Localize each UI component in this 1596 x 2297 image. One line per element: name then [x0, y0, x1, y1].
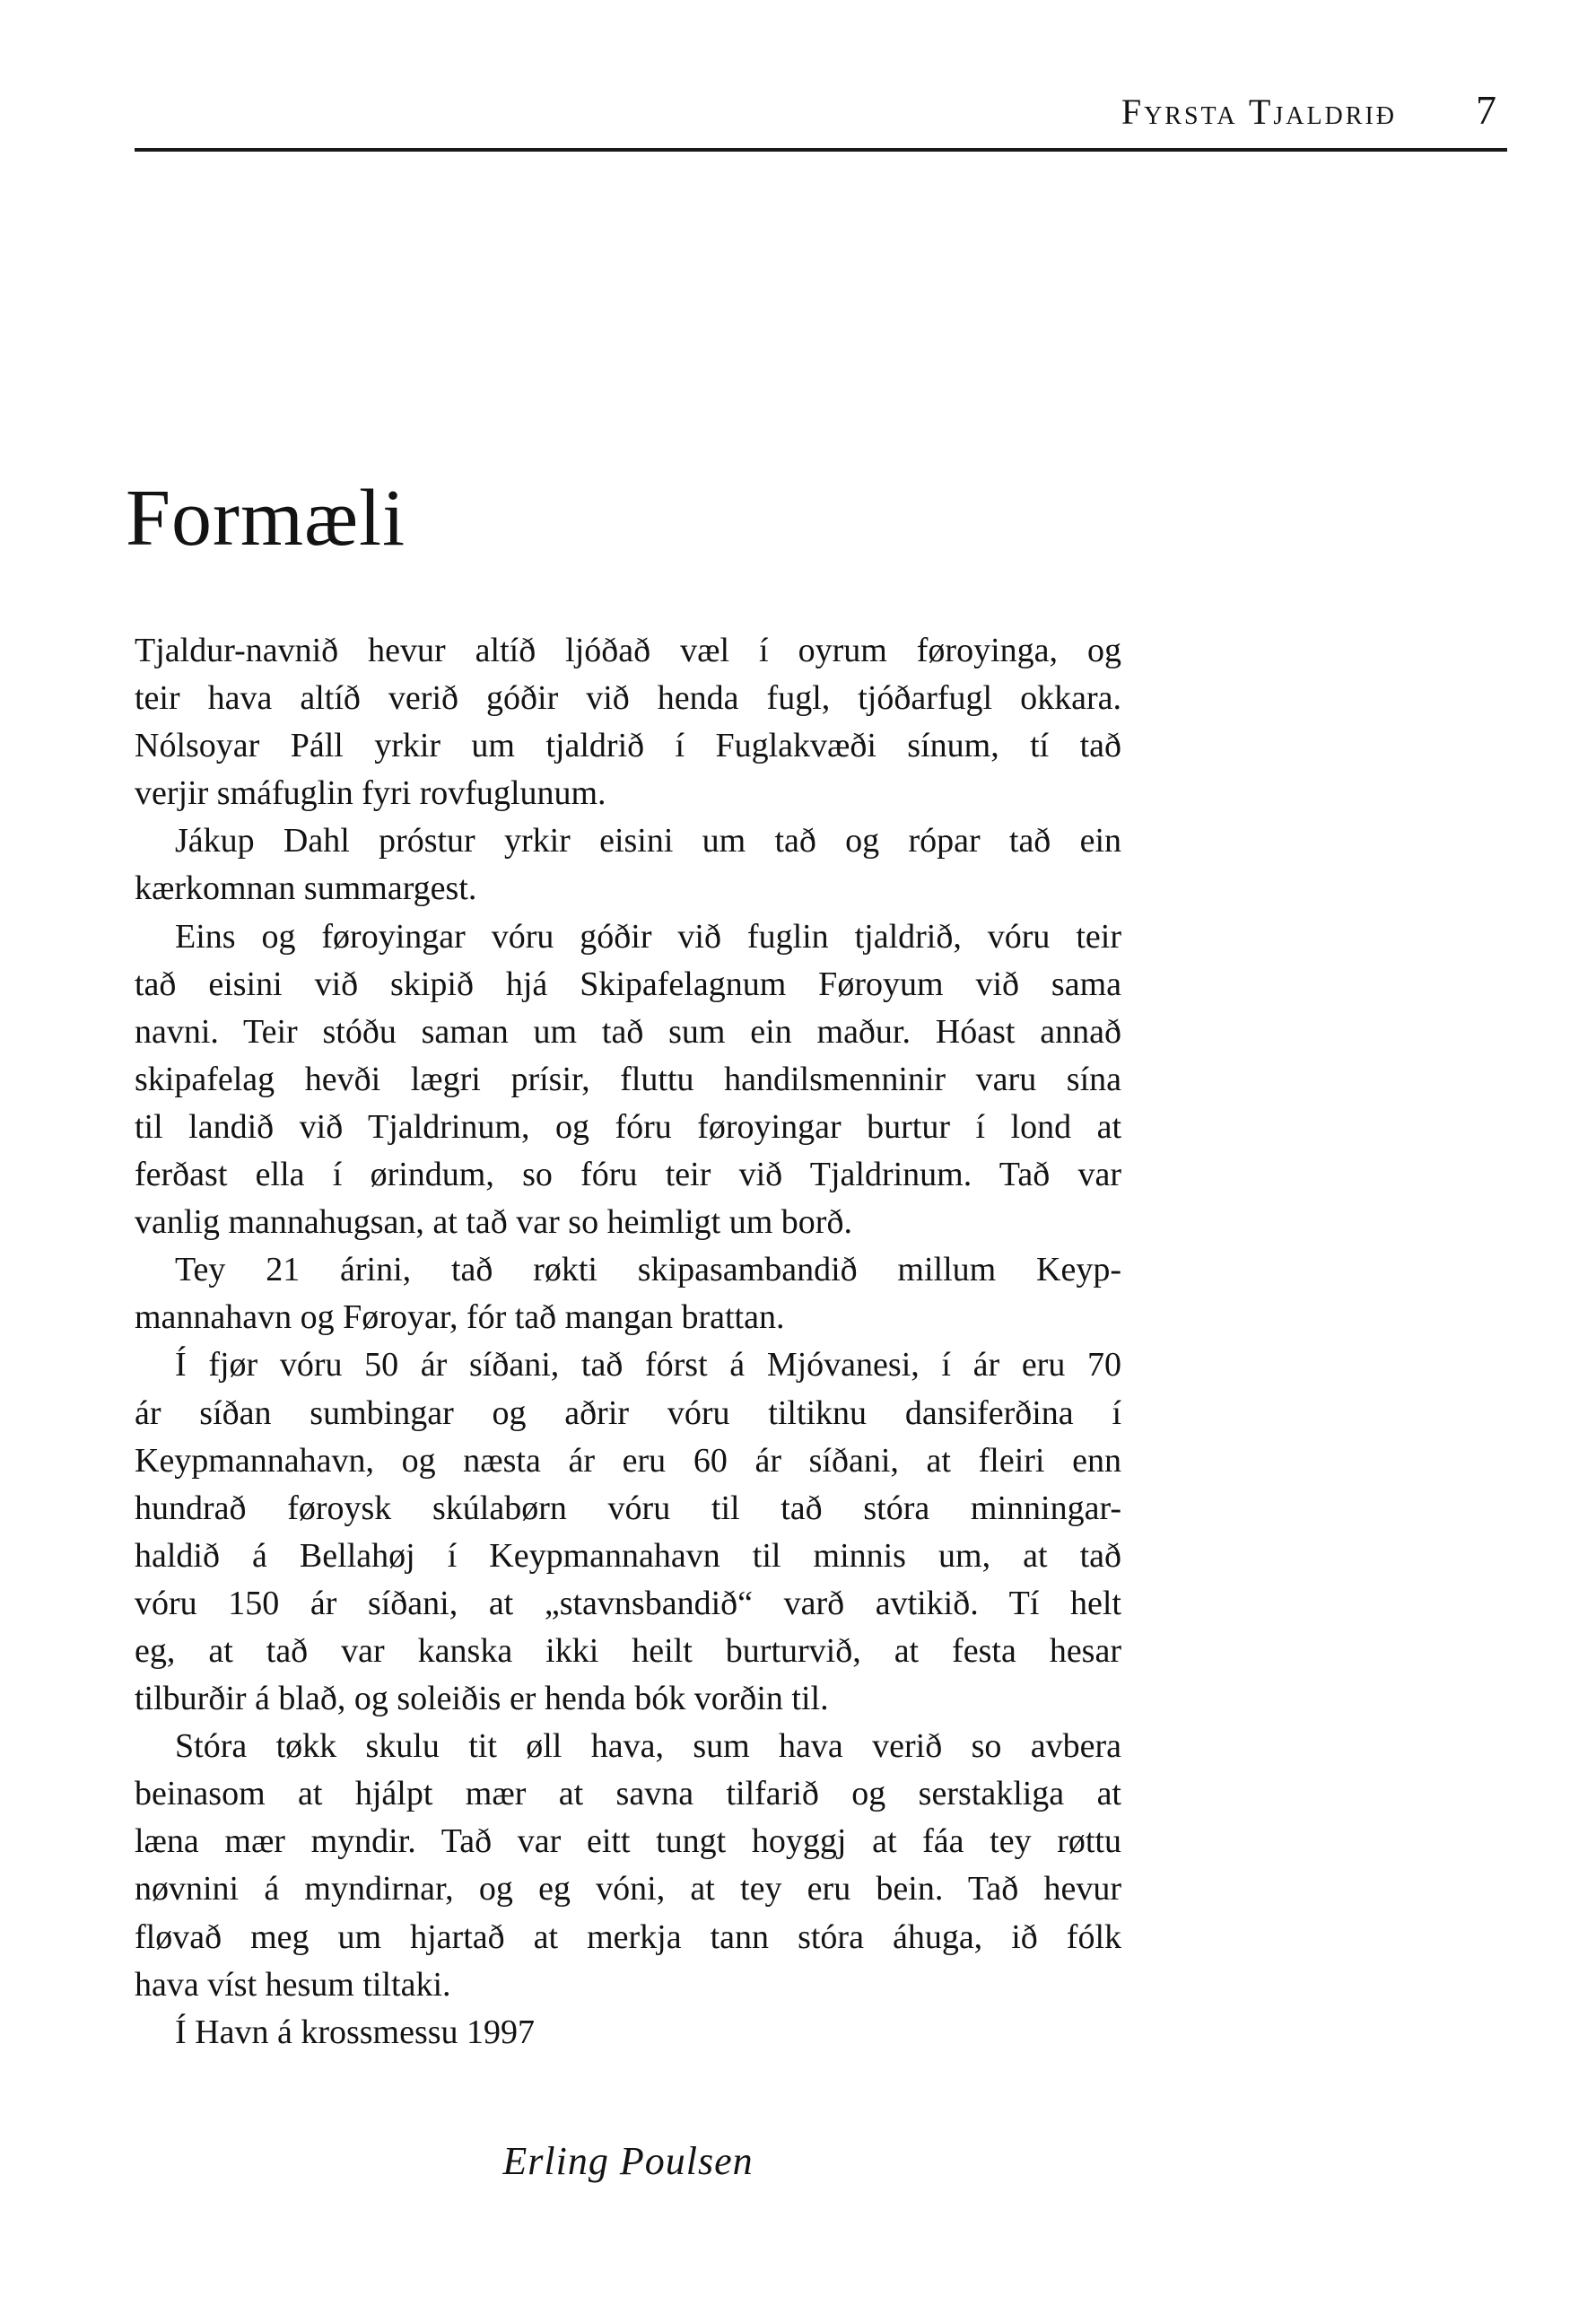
text-line: kærkomnan summargest. — [135, 869, 477, 908]
text-line: ferðast ella í ørindum, so fóru teir við Tjaldrinum. Tað var — [135, 1156, 1121, 1194]
text-line: mannahavn og Føroyar, fór tað mangan brattan. — [135, 1298, 785, 1337]
text-line: Jákup Dahl próstur yrkir eisini um tað og rópar tað ein — [175, 822, 1121, 860]
text-line: ár síðan sumbingar og aðrir vóru tiltiknu dansiferðina í — [135, 1393, 1121, 1432]
text-line: Nólsoyar Páll yrkir um tjaldrið í Fuglakvæði sínum, tí tað — [135, 727, 1121, 765]
text-line: Tjaldur-navnið hevur altíð ljóðað væl í oyrum føroyinga, og — [135, 632, 1121, 669]
text-line: skipafelag hevði lægri prísir, fluttu handilsmenninir varu sína — [135, 1060, 1121, 1098]
text-line: Í Havn á krossmessu 1997 — [175, 2013, 536, 2051]
text-line: Tey 21 árini, tað røkti skipasambandið millum Keyp- — [175, 1251, 1121, 1289]
signature: Erling Poulsen — [502, 2139, 754, 2183]
text-line: vóru 150 ár síðani, at „stavnsbandið“ varð avtikið. Tí helt — [135, 1584, 1121, 1622]
text-line: verjir smáfuglin fyri rovfuglunum. — [135, 774, 606, 813]
chapter-heading: Formæli — [126, 474, 406, 563]
body-text — [135, 627, 1121, 2057]
text-line: beinasom at hjálpt mær at savna tilfarið og serstakliga at — [135, 1775, 1121, 1813]
text-line: vanlig mannahugsan, at tað var so heimligt um borð. — [135, 1203, 852, 1242]
text-line: teir hava altíð verið góðir við henda fugl, tjóðarfugl okkara. — [135, 679, 1121, 718]
text-line: Keypmannahavn, og næsta ár eru 60 ár síðani, at fleiri enn — [135, 1441, 1121, 1480]
text-line: læna mær myndir. Tað var eitt tungt hoyggj at fáa tey røttu — [135, 1822, 1121, 1861]
header-rule — [135, 148, 1507, 152]
text-line: Stóra tøkk skulu tit øll hava, sum hava verið so avbera — [175, 1727, 1121, 1766]
text-line: Í fjør vóru 50 ár síðani, tað fórst á Mjóvanesi, í ár eru 70 — [175, 1346, 1121, 1384]
text-line: Eins og føroyingar vóru góðir við fuglin tjaldrið, vóru teir — [175, 917, 1121, 956]
text-line: eg, at tað var kanska ikki heilt burturvið, at festa hesar — [135, 1631, 1121, 1670]
running-title: Fyrsta Tjaldrið — [1121, 92, 1397, 132]
text-line: til landið við Tjaldrinum, og fóru føroyingar burtur í lond at — [135, 1107, 1121, 1146]
text-line: haldið á Bellahøj í Keypmannahavn til minnis um, at tað — [135, 1536, 1121, 1575]
text-line: nøvnini á myndirnar, og eg vóni, at tey eru bein. Tað hevur — [135, 1870, 1121, 1908]
text-line: fløvað meg um hjartað at merkja tann stóra áhuga, ið fólk — [135, 1917, 1121, 1956]
text-line: tað eisini við skipið hjá Skipafelagnum Føroyum við sama — [135, 965, 1121, 1003]
text-line: navni. Teir stóðu saman um tað sum ein maður. Hóast annað — [135, 1012, 1121, 1051]
text-line: hundrað føroysk skúlabørn vóru til tað stóra minningar- — [135, 1489, 1121, 1527]
page-number: 7 — [1476, 87, 1496, 133]
page-header — [135, 86, 1507, 134]
text-line: hava víst hesum tiltaki. — [135, 1965, 451, 2004]
text-line: tilburðir á blað, og soleiðis er henda bók vorðin til. — [135, 1680, 829, 1718]
